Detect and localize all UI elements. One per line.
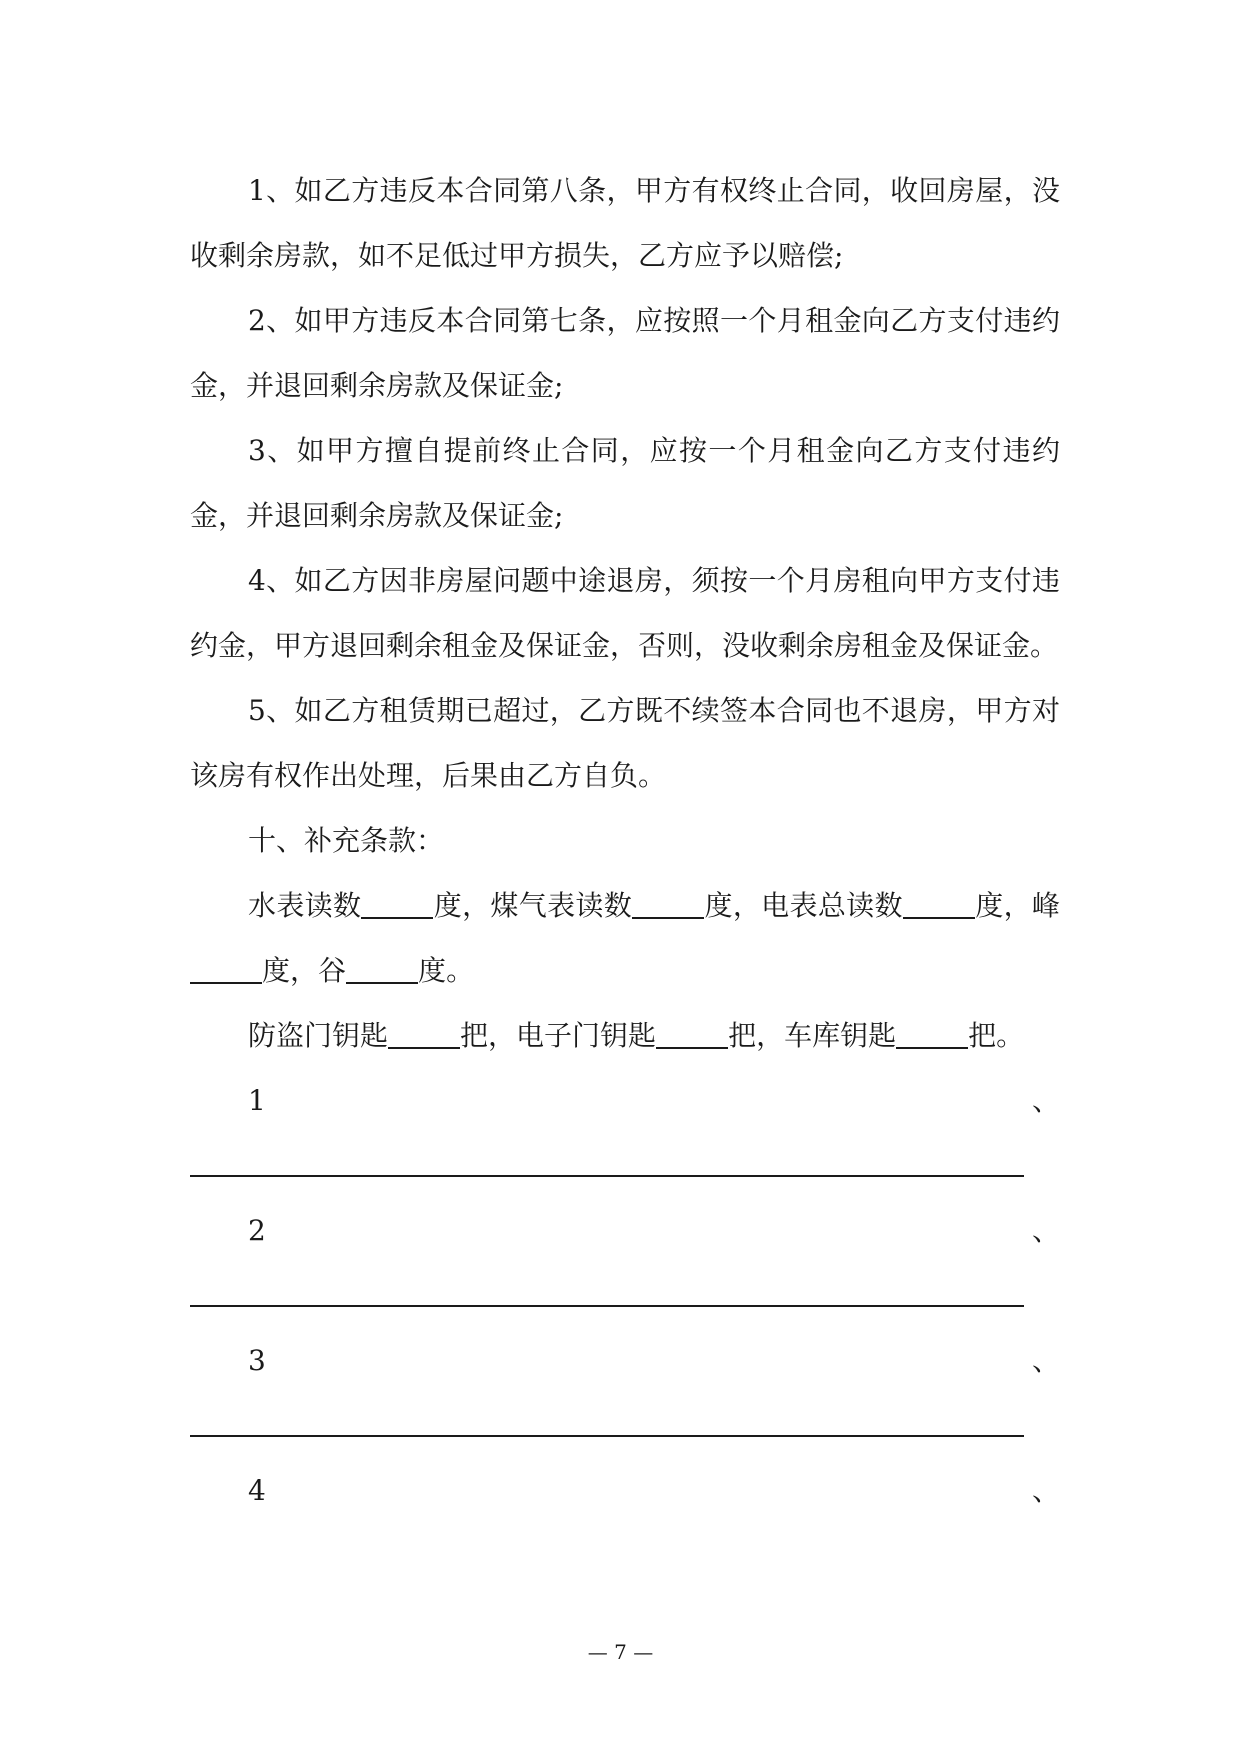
item-number: 2 [248,1214,266,1247]
punct: ， [290,954,319,987]
underline [190,1435,1024,1437]
unit-text: 把 [728,1019,757,1052]
punct: ， [488,1019,517,1052]
clause-2: 2、如甲方违反本合同第七条，应按照一个月租金向乙方支付违约金，并退回剩余房款及保证金; [190,304,1060,402]
unit-text: 度 [418,954,447,987]
elec-label: 电表总读数 [761,889,903,922]
item-number: 1 [248,1084,266,1117]
fill-line-3[interactable] [190,1393,1060,1458]
numbered-item-4 [190,1458,1060,1523]
elec-blank[interactable] [903,889,975,919]
page-number: — 7 — [587,1640,654,1664]
clause-5: 5、如乙方租赁期已超过，乙方既不续签本合同也不退房，甲方对该房有权作出处理，后果由乙方自负。 [190,694,1060,792]
garage-key-blank[interactable] [896,1019,968,1049]
unit-text: 度 [974,889,1004,922]
water-blank[interactable] [361,889,433,919]
garage-key-label: 车库钥匙 [784,1019,897,1052]
peak-label: 峰 [1031,889,1060,922]
item-separator: 、 [1031,1214,1060,1247]
door-key-label: 防盗门钥匙 [248,1019,389,1052]
item-separator: 、 [1031,1344,1060,1377]
item-number: 3 [248,1344,266,1377]
underline [190,1305,1024,1307]
punct: ， [1003,889,1032,922]
punct: 。 [996,1019,1025,1052]
unit-text: 把 [968,1019,997,1052]
numbered-item-2 [190,1198,1060,1263]
unit-text: 度 [704,889,733,922]
punct: ， [462,889,491,922]
valley-label: 谷 [318,954,347,987]
unit-text: 把 [460,1019,489,1052]
gas-label: 煤气表读数 [490,889,633,922]
numbered-item-3 [190,1328,1060,1393]
punct: ， [732,889,762,922]
unit-text: 度 [262,954,291,987]
electronic-key-label: 电子门钥匙 [516,1019,657,1052]
clause-3: 3、如甲方擅自提前终止合同，应按一个月租金向乙方支付违约金，并退回剩余房款及保证金; [190,434,1060,532]
numbered-item-1 [190,1068,1060,1133]
punct: ， [756,1019,785,1052]
underline [190,1175,1024,1177]
door-key-blank[interactable] [388,1019,460,1049]
fill-line-2[interactable] [190,1263,1060,1328]
document-body [190,158,1060,1523]
item-number: 4 [248,1474,266,1507]
key-counts [190,1003,1060,1068]
gas-blank[interactable] [632,889,704,919]
punct: 。 [446,954,475,987]
unit-text: 度 [433,889,463,922]
clause-1: 1、如乙方违反本合同第八条，甲方有权终止合同，收回房屋，没收剩余房款，如不足低过甲方损失，乙方应予以赔偿; [190,174,1060,272]
item-separator: 、 [1031,1474,1060,1507]
meter-readings [190,873,1060,1003]
section-title: 十、补充条款： [248,824,445,857]
valley-blank[interactable] [346,954,418,984]
fill-line-1[interactable] [190,1133,1060,1198]
item-separator: 、 [1031,1084,1060,1117]
clause-4: 4、如乙方因非房屋问题中途退房，须按一个月房租向甲方支付违约金，甲方退回剩余租金及保证金，否则，没收剩余房租金及保证金。 [190,564,1060,662]
peak-blank[interactable] [190,954,262,984]
water-label: 水表读数 [248,889,362,922]
electronic-key-blank[interactable] [656,1019,728,1049]
